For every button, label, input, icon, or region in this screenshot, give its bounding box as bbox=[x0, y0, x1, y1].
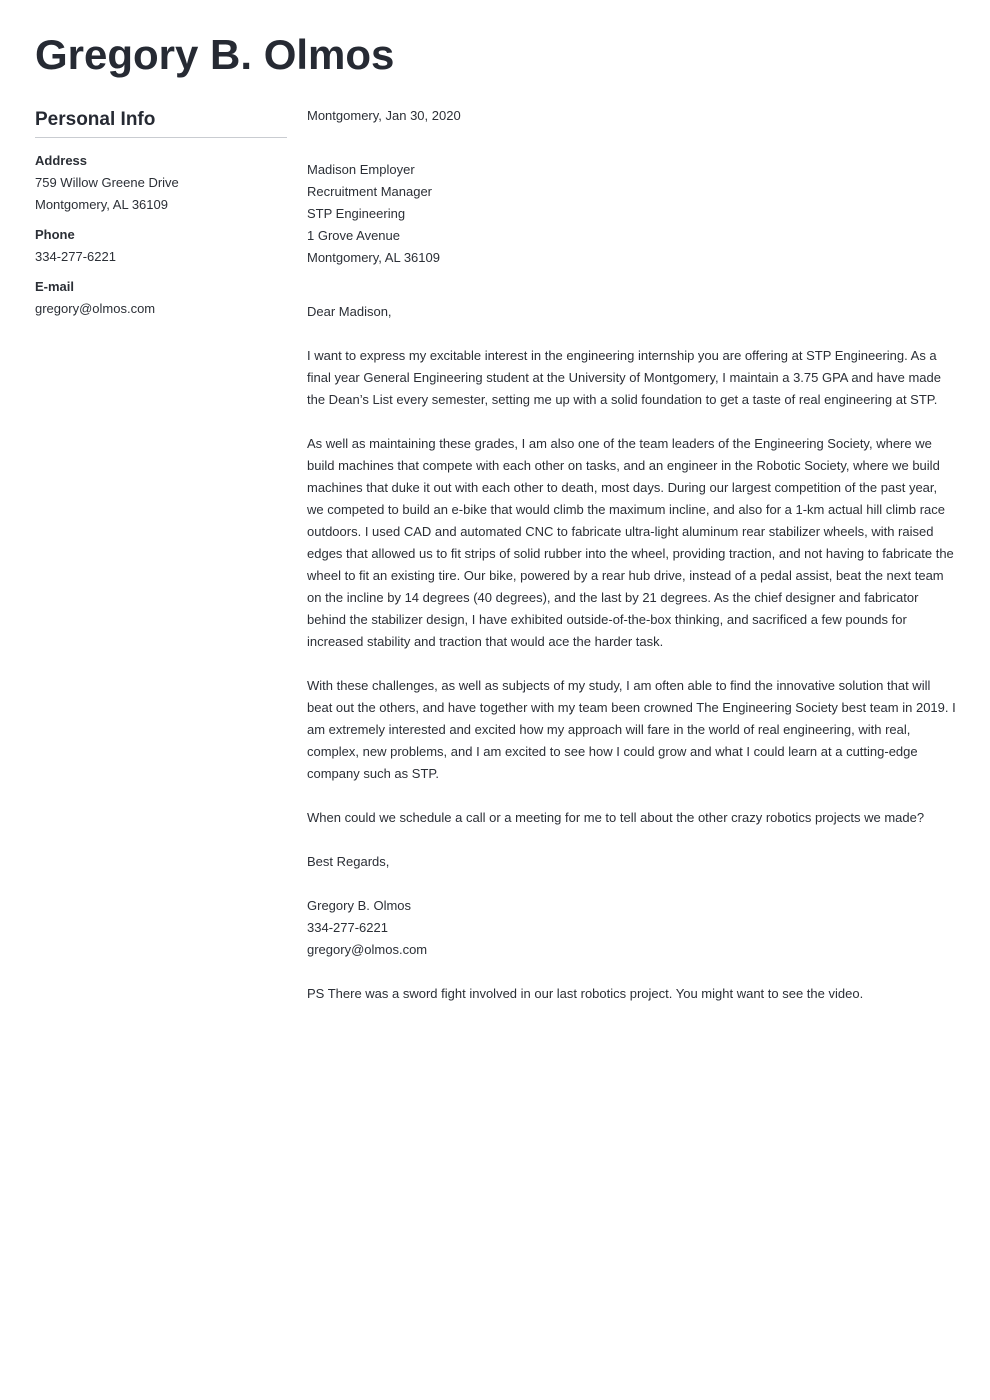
recipient-block bbox=[307, 159, 957, 269]
personal-info-heading: Personal Info bbox=[35, 107, 287, 138]
salutation: Dear Madison, bbox=[307, 304, 392, 319]
address-line-2: Montgomery, AL 36109 bbox=[35, 197, 168, 212]
phone-value: 334-277-6221 bbox=[35, 249, 116, 264]
closing: Best Regards, bbox=[307, 854, 390, 869]
address-label: Address bbox=[35, 153, 88, 168]
body-paragraph: With these challenges, as well as subjects of my study, I am often able to find the innovative solution that will beat out the others, and have together with my team been crowned The Engineering Society best team in 2019. I am extremely interested and excited how my approach will fare in the world of real engineering, with real, complex, new problems, and I am excited to see how I could grow and what I could learn at a cutting-edge company such as STP. bbox=[307, 678, 956, 781]
recipient-title: Recruitment Manager bbox=[307, 184, 432, 199]
signature-block bbox=[307, 895, 957, 961]
phone-label: Phone bbox=[35, 227, 75, 242]
recipient-city: Montgomery, AL 36109 bbox=[307, 250, 440, 265]
recipient-company: STP Engineering bbox=[307, 206, 406, 221]
email-label: E-mail bbox=[35, 279, 75, 294]
postscript: PS There was a sword fight involved in our last robotics project. You might want to see the video. bbox=[307, 986, 864, 1001]
body-paragraph: When could we schedule a call or a meeting for me to tell about the other crazy robotics projects we made? bbox=[307, 810, 925, 825]
address-line-1: 759 Willow Greene Drive bbox=[35, 175, 179, 190]
applicant-name: Gregory B. Olmos bbox=[35, 31, 395, 78]
email-section bbox=[35, 276, 287, 320]
personal-info-sidebar bbox=[35, 107, 287, 320]
address-section bbox=[35, 150, 287, 216]
signature-phone: 334-277-6221 bbox=[307, 920, 388, 935]
cover-letter-body bbox=[307, 105, 957, 1005]
signature-email: gregory@olmos.com bbox=[307, 942, 428, 957]
recipient-name: Madison Employer bbox=[307, 162, 415, 177]
phone-section bbox=[35, 224, 287, 268]
body-paragraph: As well as maintaining these grades, I am also one of the team leaders of the Engineering Society, where we build machines that compete with each other on tasks, and an engineer in the Robotic Society, where we build machines that duke it out with each other to death, most days. During our largest competition of the past year, we competed to build an e-bike that would climb the maximum incline, and also for a 1-km actual hill climb race outdoors. I used CAD and automated CNC to fabricate ultra-light aluminum rear stabilizer wheels, with raised edges that allowed us to fit strips of solid rubber into the wheel, providing traction, and not having to fabricate the wheel to fit an existing tire. Our bike, powered by a rear hub drive, instead of a pedal assist, beat the next team on the incline by 14 degrees (40 degrees), and the last by 21 degrees. As the chief designer and fabricator behind the stabilizer design, I have exhibited outside-of-the-box thinking, and sacrificed a few pounds for increased stability and traction that would ace the harder task. bbox=[307, 436, 954, 649]
letter-date: Montgomery, Jan 30, 2020 bbox=[307, 108, 461, 123]
email-value: gregory@olmos.com bbox=[35, 301, 156, 316]
body-paragraph: I want to express my excitable interest in the engineering internship you are offering at STP Engineering. As a final year General Engineering student at the University of Montgomery, I maintain a 3.75 GPA and have made the Dean’s List every semester, setting me up with a solid foundation to get a taste of real engineering at STP. bbox=[307, 348, 941, 407]
signature-name: Gregory B. Olmos bbox=[307, 898, 412, 913]
recipient-street: 1 Grove Avenue bbox=[307, 228, 400, 243]
